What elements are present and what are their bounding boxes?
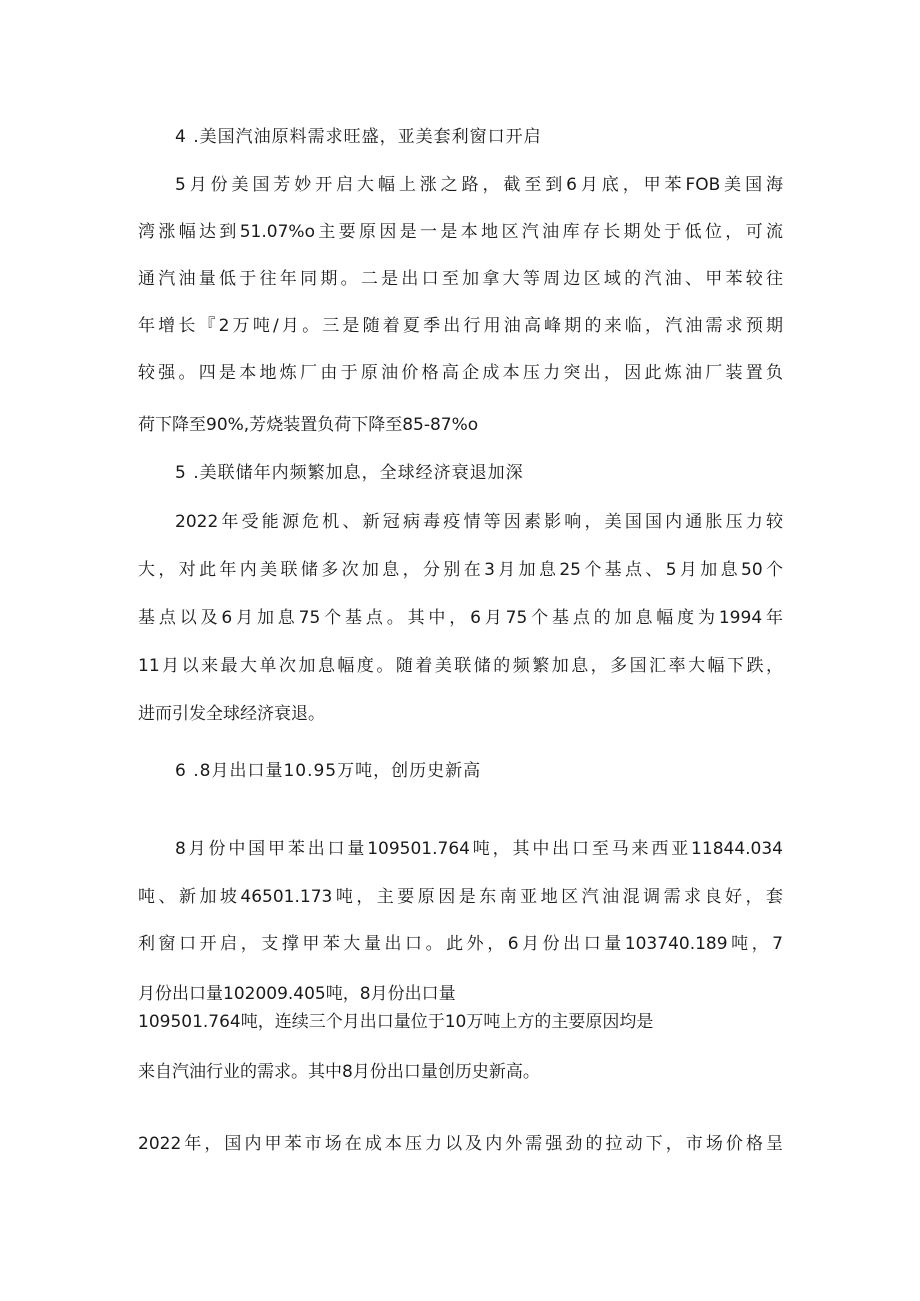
section-heading-4: 4 .美国汽油原料需求旺盛，亚美套利窗口开启 bbox=[175, 127, 542, 147]
paragraph-line: 2022年，国内甲苯市场在成本压力以及内外需强劲的拉动下，市场价格呈 bbox=[138, 1134, 783, 1154]
paragraph-line: 基点以及6月加息75个基点。其中，6月75个基点的加息幅度为1994年 bbox=[138, 608, 783, 628]
paragraph-line: 吨、新加坡46501.173吨，主要原因是东南亚地区汽油混调需求良好，套 bbox=[138, 887, 783, 907]
paragraph-line: 109501.764吨，连续三个月出口量位于10万吨上方的主要原因均是 bbox=[138, 1012, 654, 1032]
paragraph-line: 进而引发全球经济衰退。 bbox=[138, 704, 325, 724]
paragraph-line: 通汽油量低于往年同期。二是出口至加拿大等周边区域的汽油、甲苯较往 bbox=[138, 269, 783, 289]
section-heading-6: 6 .8月出口量10.95万吨，创历史新高 bbox=[175, 761, 482, 781]
paragraph-line: 大，对此年内美联储多次加息，分别在3月加息25个基点、5月加息50个 bbox=[138, 560, 783, 580]
paragraph-line: 5月份美国芳妙开启大幅上涨之路，截至到6月底，甲苯FOB美国海 bbox=[175, 175, 783, 195]
paragraph-line: 年增长『2万吨/月。三是随着夏季出行用油高峰期的来临，汽油需求预期 bbox=[138, 316, 783, 336]
paragraph-line: 利窗口开启，支撑甲苯大量出口。此外，6月份出口量103740.189吨，7 bbox=[138, 934, 783, 954]
paragraph-line: 来自汽油行业的需求。其中8月份出口量创历史新高。 bbox=[138, 1062, 540, 1082]
paragraph-line: 2022年受能源危机、新冠病毒疫情等因素影响，美国国内通胀压力较 bbox=[175, 512, 783, 532]
section-heading-5: 5 .美联储年内频繁加息，全球经济衰退加深 bbox=[175, 463, 524, 483]
paragraph-line: 11月以来最大单次加息幅度。随着美联储的频繁加息，多国汇率大幅下跌， bbox=[138, 656, 783, 676]
paragraph-line: 荷下降至90%,芳烧装置负荷下降至85-87%o bbox=[138, 415, 479, 435]
paragraph-line: 8月份中国甲苯出口量109501.764吨，其中出口至马来西亚11844.034 bbox=[175, 839, 783, 859]
paragraph-line: 湾涨幅达到51.07%o主要原因是一是本地区汽油库存长期处于低位，可流 bbox=[138, 222, 783, 242]
paragraph-line: 较强。四是本地炼厂由于原油价格高企成本压力突出，因此炼油厂装置负 bbox=[138, 363, 783, 383]
paragraph-line: 月份出口量102009.405吨，8月份出口量 bbox=[138, 984, 456, 1004]
